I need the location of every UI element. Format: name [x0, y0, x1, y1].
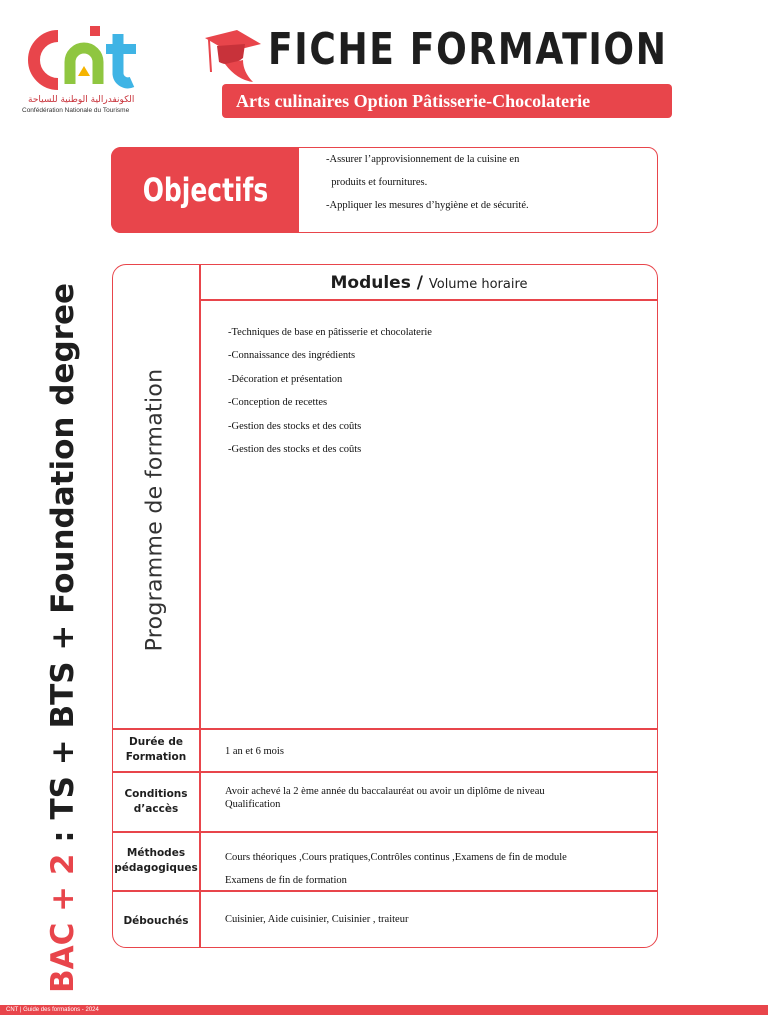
page-title: FICHE FORMATION — [268, 24, 668, 75]
objectifs-text — [326, 152, 646, 221]
objectif-line: -Appliquer les mesures d’hygiène et de sécurité. — [326, 200, 529, 211]
conditions-label: Conditions d’accès — [124, 788, 188, 815]
conditions-value: Avoir achevé la 2 ème année du baccalauréat ou avoir un diplôme de niveau Qualification — [225, 786, 545, 810]
objectifs-label: Objectifs — [111, 147, 299, 233]
methodes-label: Méthodes pédagogiques — [114, 847, 198, 874]
debouches-label: Débouchés — [123, 915, 189, 927]
module-item: -Gestion des stocks et des coûts — [228, 443, 362, 455]
modules-list — [228, 325, 432, 465]
footer-bar — [0, 1005, 768, 1015]
modules-title: Modules — [330, 273, 411, 293]
formation-subtitle: Arts culinaires Option Pâtisserie-Chocolaterie — [222, 84, 672, 118]
footer-text: CNT | Guide des formations - 2024 — [6, 1007, 99, 1013]
module-item: -Gestion des stocks et des coûts — [228, 420, 362, 432]
duree-value: 1 an et 6 mois — [225, 746, 284, 757]
divider — [113, 728, 657, 730]
methodes-value: Cours théoriques ,Cours pratiques,Contrôles continus ,Examens de fin de module — [225, 852, 567, 863]
objectif-line: produits et fournitures. — [326, 177, 428, 188]
volume-horaire-title: Volume horaire — [428, 277, 528, 292]
module-item: -Conception de recettes — [228, 397, 328, 409]
divider — [113, 831, 657, 833]
logo-arabic-text: الكونفدرالية الوطنية للسياحة — [28, 95, 135, 105]
logo-french-text: Confédération Nationale du Tourisme — [22, 107, 130, 114]
degree-types: : TS + BTS + Foundation degree — [45, 283, 81, 854]
debouches-value: Cuisinier, Aide cuisinier, Cuisinier , traiteur — [225, 914, 409, 925]
divider — [113, 890, 657, 892]
divider — [113, 771, 657, 773]
duree-label: Durée de Formation — [125, 736, 187, 763]
module-item: -Connaissance des ingrédients — [228, 350, 356, 362]
module-item: -Techniques de base en pâtisserie et chocolaterie — [228, 327, 432, 338]
degree-level: BAC + 2 — [45, 853, 81, 993]
modules-separator: / — [410, 273, 429, 293]
column-divider — [199, 265, 201, 947]
graduation-cap-icon — [203, 28, 263, 88]
module-item: -Décoration et présentation — [228, 373, 343, 385]
methodes-value-clipped: Examens de fin de formation — [225, 875, 347, 886]
modules-header — [201, 266, 657, 300]
objectif-line: -Assurer l’approvisionnement de la cuisine en — [326, 154, 520, 165]
